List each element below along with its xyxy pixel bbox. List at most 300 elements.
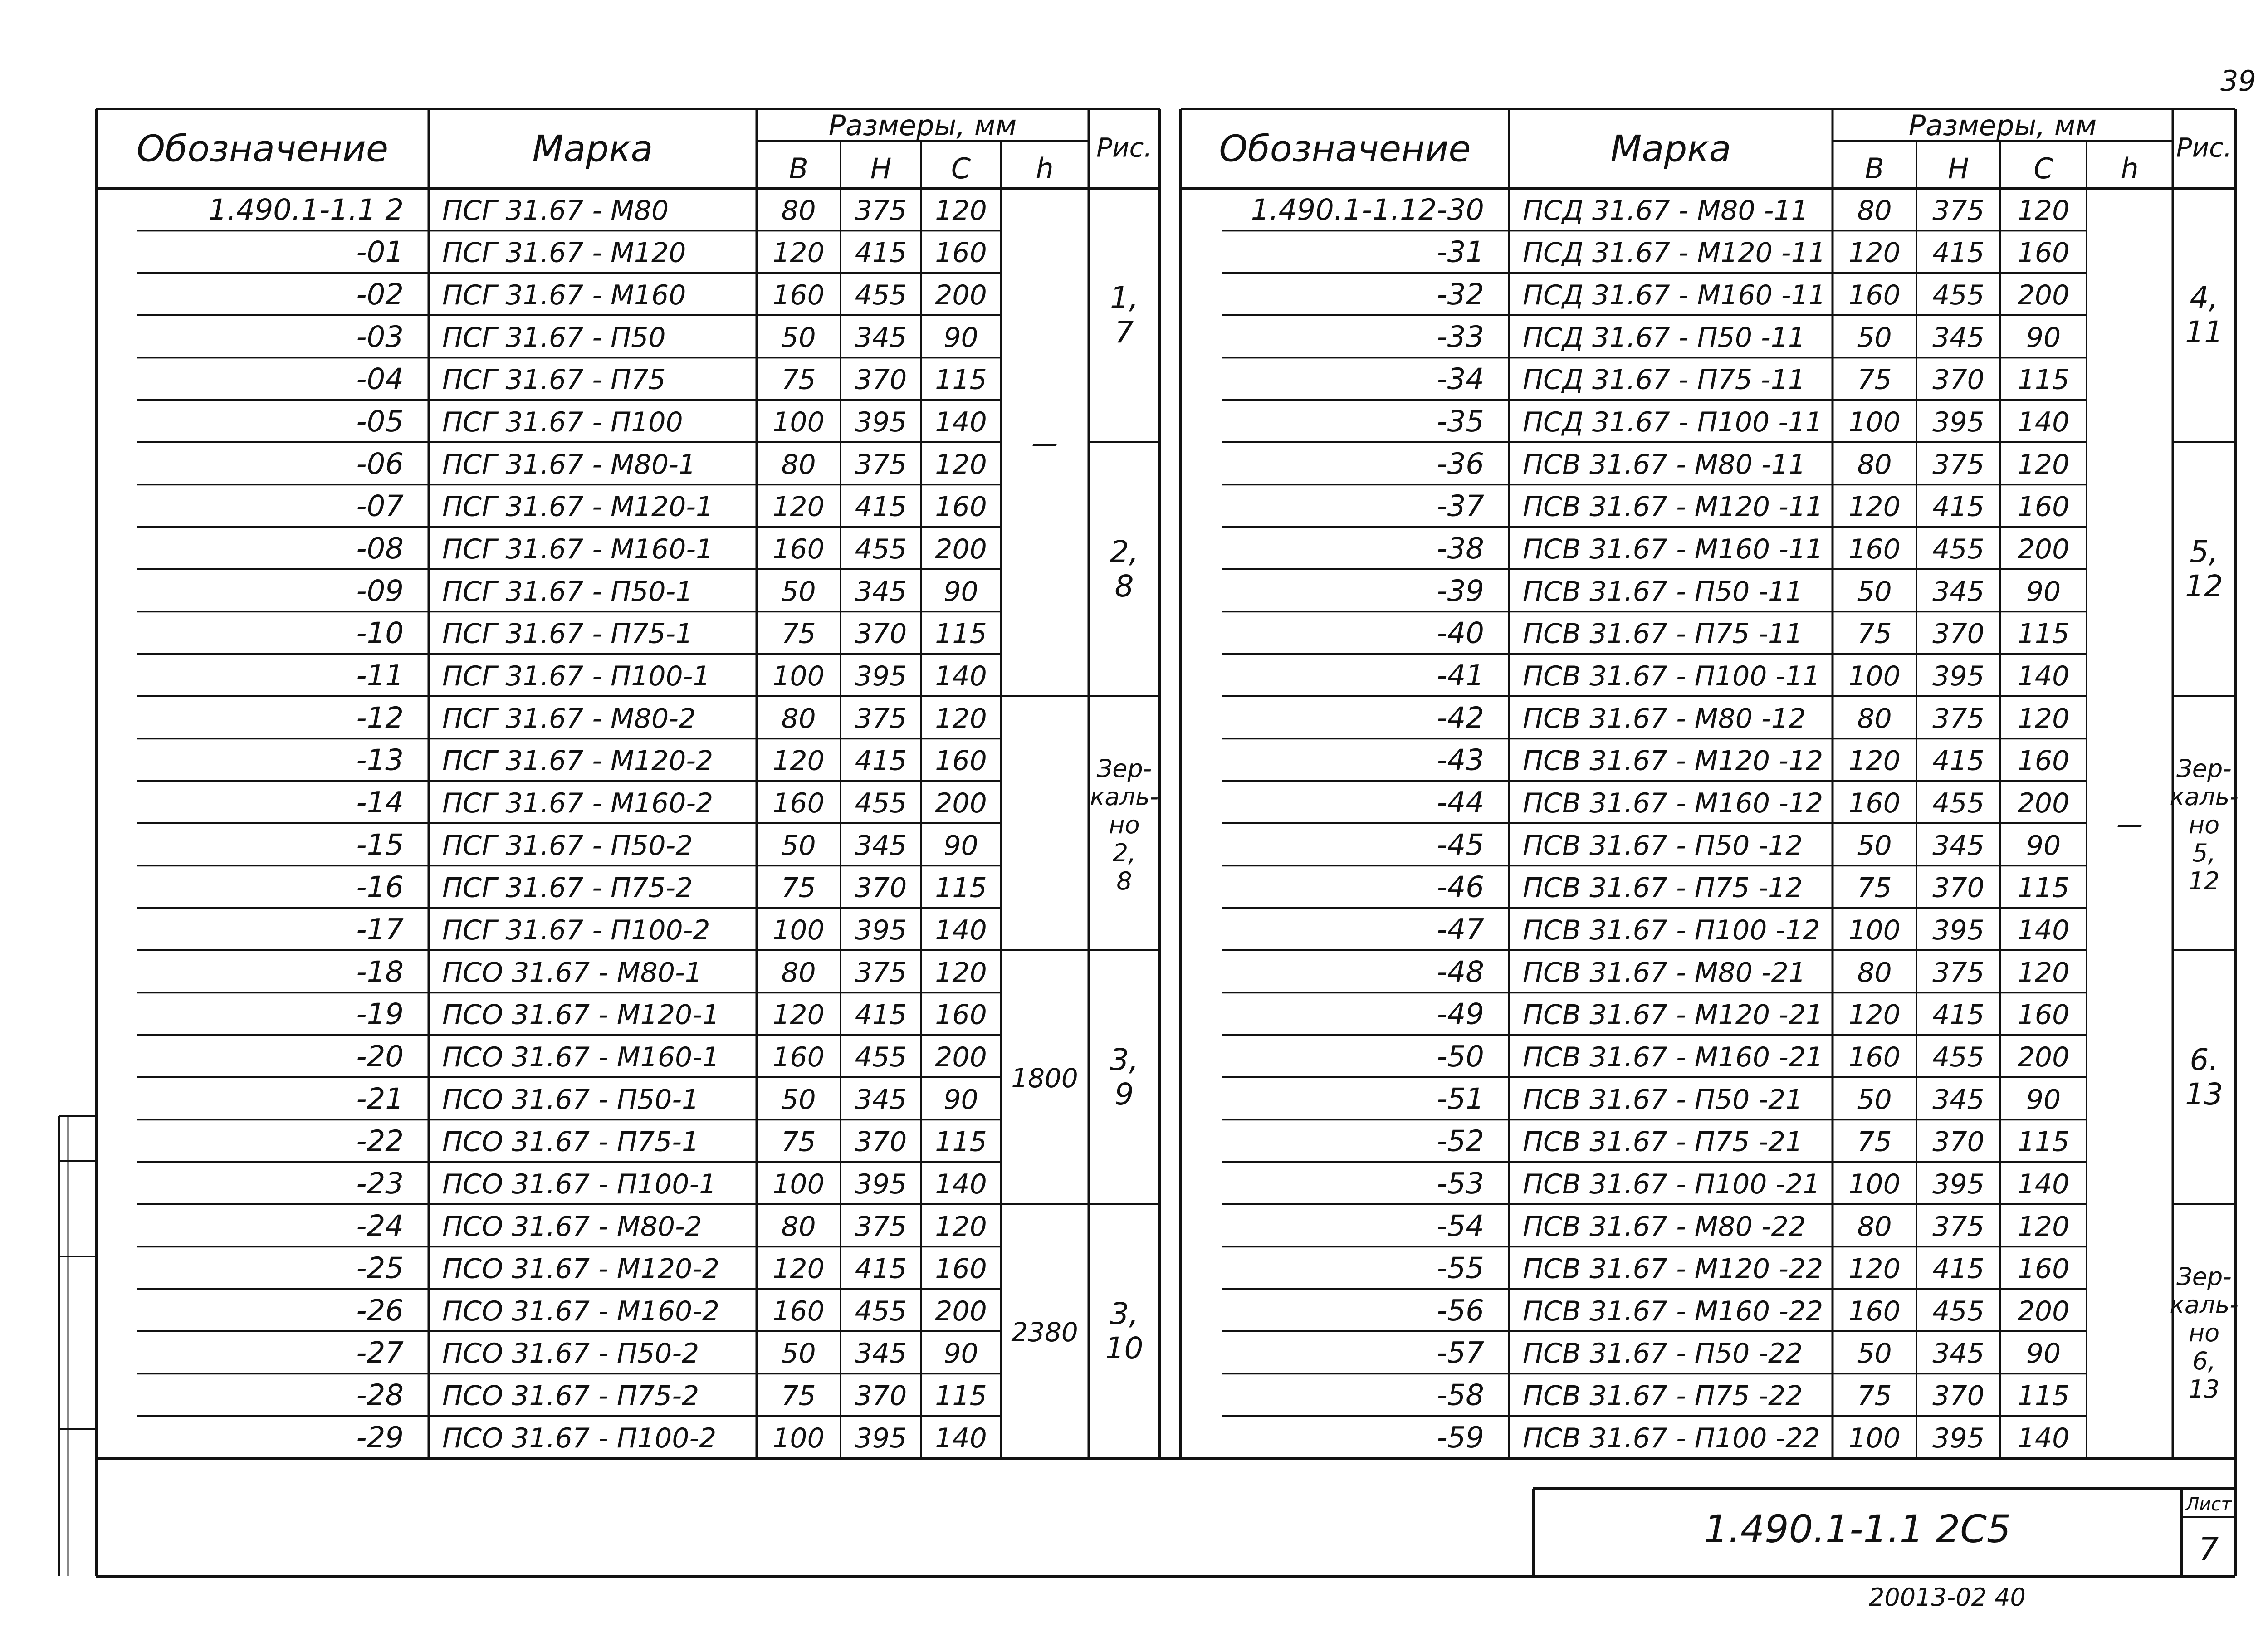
row-mark: ПСО 31.67 - П50-1 <box>442 1084 699 1116</box>
table-row <box>1222 1294 2087 1331</box>
row-dim-b: 50 <box>781 322 816 354</box>
header-dim-c: С <box>2033 152 2053 185</box>
row-dim-c: 200 <box>2017 787 2070 819</box>
row-dim-h: 345 <box>1932 830 1984 862</box>
figure-ref: но <box>1109 810 1140 839</box>
row-dim-c: 90 <box>2026 576 2061 608</box>
row-mark: ПСГ 31.67 - М160 <box>442 279 686 311</box>
table-row <box>137 955 1001 992</box>
header-designation: Обозначение <box>1219 127 1471 170</box>
row-dim-h: 395 <box>855 660 907 692</box>
row-designation: -38 <box>1437 532 1484 566</box>
row-dim-h: 395 <box>855 1422 907 1454</box>
row-dim-h: 395 <box>1932 1168 1984 1200</box>
figure-ref: 13 <box>2185 1076 2223 1112</box>
row-designation: -03 <box>356 320 404 354</box>
table-row <box>1222 1167 2087 1204</box>
row-designation: -35 <box>1437 405 1484 439</box>
row-dim-h: 375 <box>1932 957 1984 989</box>
row-dim-b: 75 <box>1857 364 1892 396</box>
row-dim-h: 395 <box>855 406 907 438</box>
row-dim-b: 75 <box>781 364 816 396</box>
row-mark: ПСВ 31.67 - М80 -11 <box>1523 449 1806 481</box>
row-designation: -56 <box>1437 1294 1484 1328</box>
row-designation: -29 <box>356 1421 404 1455</box>
row-dim-b: 120 <box>772 999 825 1031</box>
h-group-value: — <box>2116 808 2143 840</box>
row-dim-h: 455 <box>855 533 907 565</box>
row-dim-h: 375 <box>1932 195 1984 227</box>
doc-code: 1.490.1-1.1 2С5 <box>1704 1507 2011 1551</box>
header-dim-h2: h <box>2121 152 2139 185</box>
table-row <box>137 701 1001 738</box>
row-designation: -55 <box>1437 1251 1484 1285</box>
table-row <box>137 490 1001 527</box>
row-dim-c: 120 <box>935 1211 987 1243</box>
row-mark: ПСВ 31.67 - М80 -22 <box>1523 1211 1806 1243</box>
row-mark: ПСВ 31.67 - М120 -12 <box>1523 745 1823 777</box>
row-designation: -50 <box>1437 1040 1484 1074</box>
table-row <box>1222 913 2087 950</box>
row-dim-h: 370 <box>855 872 907 904</box>
row-designation: -11 <box>356 659 404 693</box>
row-designation: -05 <box>356 405 404 439</box>
row-dim-h: 395 <box>1932 406 1984 438</box>
figure-ref: Зер- <box>2176 754 2232 783</box>
row-dim-h: 370 <box>1932 1380 1984 1412</box>
row-designation: -39 <box>1437 574 1484 608</box>
row-dim-c: 200 <box>2017 533 2070 565</box>
row-dim-b: 100 <box>772 1168 825 1200</box>
sheet-number: 7 <box>2198 1531 2219 1568</box>
row-dim-b: 80 <box>781 449 816 481</box>
row-mark: ПСГ 31.67 - М120-1 <box>442 491 714 523</box>
row-dim-b: 120 <box>1848 745 1901 777</box>
table-row <box>1222 320 2087 357</box>
header-dimensions: Размеры, мм <box>1908 109 2097 142</box>
table-row <box>1222 278 2087 315</box>
figure-ref: каль- <box>2170 1290 2239 1319</box>
table-row <box>137 363 1001 400</box>
row-mark: ПСД 31.67 - М120 -11 <box>1523 237 1826 269</box>
row-designation: -06 <box>356 447 404 481</box>
row-designation: -57 <box>1437 1336 1484 1370</box>
row-mark: ПСО 31.67 - М80-1 <box>442 957 702 989</box>
row-designation: -51 <box>1437 1082 1484 1116</box>
row-mark: ПСД 31.67 - М80 -11 <box>1523 195 1809 227</box>
h-group-value: 1800 <box>1011 1062 1078 1094</box>
row-mark: ПСГ 31.67 - М120 <box>442 237 686 269</box>
row-dim-b: 75 <box>1857 872 1892 904</box>
table-row <box>1222 617 2087 654</box>
row-mark: ПСВ 31.67 - М160 -11 <box>1523 533 1823 565</box>
row-dim-c: 115 <box>2017 618 2070 650</box>
row-dim-h: 455 <box>1932 787 1984 819</box>
row-dim-b: 100 <box>1848 1168 1901 1200</box>
row-dim-c: 115 <box>935 618 987 650</box>
header-dim-b: В <box>789 152 808 185</box>
table-row <box>137 1167 1001 1204</box>
row-mark: ПСВ 31.67 - П50 -21 <box>1523 1084 1803 1116</box>
row-mark: ПСО 31.67 - П75-1 <box>442 1126 699 1158</box>
row-dim-b: 75 <box>781 872 816 904</box>
row-mark: ПСГ 31.67 - П75 <box>442 364 666 396</box>
row-dim-c: 140 <box>935 660 987 692</box>
row-dim-c: 115 <box>2017 1380 2070 1412</box>
table-row <box>137 320 1001 357</box>
row-dim-c: 90 <box>943 830 978 862</box>
row-dim-h: 370 <box>855 1380 907 1412</box>
row-designation: -36 <box>1437 447 1484 481</box>
row-dim-c: 140 <box>2017 660 2070 692</box>
table-row <box>1222 1421 2087 1458</box>
table-row <box>137 447 1001 484</box>
table-row <box>137 1209 1001 1246</box>
row-dim-b: 160 <box>772 279 825 311</box>
row-dim-b: 80 <box>781 703 816 735</box>
table-row <box>1222 701 2087 738</box>
row-dim-h: 415 <box>855 999 907 1031</box>
row-dim-h: 370 <box>1932 364 1984 396</box>
title-block <box>1533 1489 2235 1578</box>
table-row <box>137 1082 1001 1119</box>
table-row <box>137 617 1001 654</box>
row-mark: ПСВ 31.67 - М160 -12 <box>1523 787 1823 819</box>
row-mark: ПСВ 31.67 - М120 -21 <box>1523 999 1823 1031</box>
table-row <box>137 913 1001 950</box>
row-dim-c: 115 <box>2017 1126 2070 1158</box>
table-row <box>137 1040 1001 1077</box>
row-dim-c: 120 <box>935 703 987 735</box>
table-row <box>1222 786 2087 823</box>
row-dim-b: 160 <box>1848 1041 1901 1073</box>
row-designation: -33 <box>1437 320 1484 354</box>
table-row <box>1222 1209 2087 1246</box>
row-designation: -47 <box>1437 913 1484 947</box>
figure-ref: Зер- <box>2176 1262 2232 1291</box>
header-mark: Марка <box>532 127 653 170</box>
table-row <box>137 1294 1001 1331</box>
row-dim-h: 375 <box>855 703 907 735</box>
row-dim-c: 160 <box>2017 999 2070 1031</box>
row-designation: -26 <box>356 1294 404 1328</box>
row-mark: ПСО 31.67 - П50-2 <box>442 1338 699 1370</box>
row-dim-h: 375 <box>1932 1211 1984 1243</box>
row-designation: -25 <box>356 1251 404 1285</box>
row-dim-h: 345 <box>1932 576 1984 608</box>
row-mark: ПСО 31.67 - М80-2 <box>442 1211 702 1243</box>
row-designation: -22 <box>356 1124 404 1158</box>
row-mark: ПСВ 31.67 - М160 -21 <box>1523 1041 1823 1073</box>
row-dim-c: 90 <box>2026 830 2061 862</box>
row-designation: -10 <box>356 616 404 650</box>
table-row <box>1222 405 2087 442</box>
row-dim-h: 415 <box>855 745 907 777</box>
table-row <box>137 1336 1001 1373</box>
table-row <box>137 193 1001 230</box>
header-dim-h: Н <box>1948 152 1969 185</box>
row-dim-c: 160 <box>935 999 987 1031</box>
table-row <box>1222 744 2087 781</box>
row-dim-h: 375 <box>855 957 907 989</box>
table-row <box>1222 1252 2087 1289</box>
table-row <box>137 1252 1001 1289</box>
row-designation: 1.490.1-1.12-30 <box>1251 193 1484 227</box>
row-dim-c: 200 <box>935 533 987 565</box>
figure-ref: 9 <box>1114 1076 1134 1112</box>
row-designation: -43 <box>1437 743 1484 777</box>
row-dim-b: 100 <box>772 1422 825 1454</box>
row-dim-h: 345 <box>855 322 907 354</box>
row-dim-h: 345 <box>855 1338 907 1370</box>
table-row <box>137 532 1001 569</box>
header-dim-c: С <box>951 152 971 185</box>
row-dim-b: 120 <box>772 491 825 523</box>
row-dim-h: 415 <box>855 491 907 523</box>
h-group-value: — <box>1031 427 1058 459</box>
row-designation: -34 <box>1437 362 1484 396</box>
row-mark: ПСВ 31.67 - П100 -12 <box>1523 914 1820 946</box>
footer-code: 20013-02 40 <box>1869 1583 2026 1612</box>
row-dim-h: 370 <box>855 618 907 650</box>
figure-ref: но <box>2188 1318 2220 1347</box>
row-dim-b: 100 <box>772 660 825 692</box>
row-dim-c: 120 <box>2017 957 2070 989</box>
row-mark: ПСВ 31.67 - П100 -11 <box>1523 660 1820 692</box>
row-dim-c: 160 <box>2017 1253 2070 1285</box>
table-row <box>137 236 1001 273</box>
row-dim-c: 120 <box>2017 449 2070 481</box>
row-dim-c: 115 <box>935 872 987 904</box>
row-designation: -37 <box>1437 489 1484 523</box>
table-row <box>1222 490 2087 527</box>
row-dim-b: 100 <box>772 406 825 438</box>
row-dim-h: 345 <box>1932 1338 1984 1370</box>
row-designation: -02 <box>356 278 404 312</box>
header-dim-h2: h <box>1036 152 1054 185</box>
row-dim-h: 415 <box>1932 999 1984 1031</box>
row-designation: -16 <box>356 870 404 904</box>
row-mark: ПСВ 31.67 - П75 -22 <box>1523 1380 1803 1412</box>
row-dim-h: 415 <box>855 237 907 269</box>
row-mark: ПСВ 31.67 - М120 -22 <box>1523 1253 1823 1285</box>
row-mark: ПСГ 31.67 - П50 <box>442 322 666 354</box>
row-mark: ПСГ 31.67 - М80-2 <box>442 703 696 735</box>
header-mark: Марка <box>1610 127 1731 170</box>
row-dim-c: 140 <box>2017 1422 2070 1454</box>
row-dim-h: 395 <box>1932 1422 1984 1454</box>
table-row <box>137 828 1001 865</box>
row-mark: ПСГ 31.67 - М120-2 <box>442 745 714 777</box>
figure-ref: 10 <box>1105 1330 1144 1366</box>
left-table <box>96 109 1160 1458</box>
row-mark: ПСВ 31.67 - П50 -12 <box>1523 830 1803 862</box>
row-designation: -14 <box>356 786 404 820</box>
row-dim-h: 345 <box>1932 1084 1984 1116</box>
row-dim-b: 120 <box>1848 491 1901 523</box>
table-row <box>137 1125 1001 1162</box>
figure-ref: 6. <box>2190 1042 2219 1077</box>
row-dim-h: 455 <box>855 1295 907 1327</box>
row-dim-b: 160 <box>1848 279 1901 311</box>
row-dim-b: 75 <box>1857 1126 1892 1158</box>
row-dim-b: 80 <box>1857 195 1892 227</box>
header-dimensions: Размеры, мм <box>828 109 1017 142</box>
table-row <box>1222 998 2087 1035</box>
row-dim-b: 100 <box>772 914 825 946</box>
row-dim-c: 90 <box>2026 1084 2061 1116</box>
row-dim-b: 80 <box>1857 957 1892 989</box>
row-dim-h: 455 <box>855 279 907 311</box>
row-dim-b: 160 <box>772 1041 825 1073</box>
row-dim-h: 455 <box>1932 279 1984 311</box>
row-designation: -48 <box>1437 955 1484 989</box>
table-row <box>1222 236 2087 273</box>
row-dim-c: 120 <box>935 195 987 227</box>
row-dim-h: 370 <box>855 364 907 396</box>
row-mark: ПСГ 31.67 - П100-2 <box>442 914 710 946</box>
row-mark: ПСГ 31.67 - П50-1 <box>442 576 693 608</box>
row-designation: -19 <box>356 997 404 1031</box>
row-dim-b: 50 <box>1857 322 1892 354</box>
row-dim-h: 415 <box>1932 237 1984 269</box>
row-dim-h: 345 <box>855 576 907 608</box>
row-designation: -28 <box>356 1378 404 1412</box>
table-row <box>137 786 1001 823</box>
row-designation: -21 <box>356 1082 404 1116</box>
row-dim-h: 370 <box>855 1126 907 1158</box>
row-dim-b: 75 <box>1857 618 1892 650</box>
row-designation: -09 <box>356 574 404 608</box>
row-mark: ПСВ 31.67 - П75 -12 <box>1523 872 1803 904</box>
table-row <box>137 574 1001 611</box>
row-designation: -07 <box>356 489 404 523</box>
row-dim-h: 375 <box>1932 449 1984 481</box>
row-dim-c: 90 <box>943 576 978 608</box>
row-dim-b: 80 <box>781 1211 816 1243</box>
row-designation: 1.490.1-1.1 2 <box>208 193 404 227</box>
row-dim-b: 120 <box>1848 237 1901 269</box>
row-mark: ПСГ 31.67 - М160-1 <box>442 533 714 565</box>
table-row <box>1222 532 2087 569</box>
row-dim-h: 455 <box>855 1041 907 1073</box>
row-dim-c: 115 <box>935 1126 987 1158</box>
row-dim-b: 120 <box>1848 1253 1901 1285</box>
row-mark: ПСД 31.67 - П75 -11 <box>1523 364 1806 396</box>
table-row <box>1222 1336 2087 1373</box>
row-dim-c: 115 <box>2017 364 2070 396</box>
row-dim-h: 395 <box>1932 660 1984 692</box>
row-designation: -04 <box>356 362 404 396</box>
row-dim-c: 160 <box>935 237 987 269</box>
table-row <box>137 998 1001 1035</box>
row-designation: -59 <box>1437 1421 1484 1455</box>
row-dim-h: 395 <box>855 914 907 946</box>
table-row <box>1222 1125 2087 1162</box>
row-dim-b: 50 <box>781 830 816 862</box>
row-dim-c: 140 <box>2017 914 2070 946</box>
row-dim-b: 80 <box>781 195 816 227</box>
row-mark: ПСГ 31.67 - П75-2 <box>442 872 693 904</box>
h-group-value: 2380 <box>1011 1316 1078 1348</box>
row-dim-c: 140 <box>2017 406 2070 438</box>
row-dim-h: 455 <box>1932 1041 1984 1073</box>
row-dim-b: 160 <box>1848 787 1901 819</box>
row-dim-c: 120 <box>935 449 987 481</box>
row-dim-b: 50 <box>1857 1338 1892 1370</box>
row-dim-b: 120 <box>772 745 825 777</box>
figure-ref: 4, <box>2190 280 2219 315</box>
row-dim-c: 200 <box>2017 279 2070 311</box>
sheet-label: Лист <box>2185 1494 2232 1515</box>
row-mark: ПСВ 31.67 - М80 -12 <box>1523 703 1806 735</box>
figure-ref: 1, <box>1110 280 1139 315</box>
row-designation: -46 <box>1437 870 1484 904</box>
row-designation: -44 <box>1437 786 1484 820</box>
row-mark: ПСД 31.67 - П50 -11 <box>1523 322 1806 354</box>
row-dim-c: 120 <box>2017 1211 2070 1243</box>
row-dim-h: 415 <box>1932 745 1984 777</box>
row-dim-h: 415 <box>1932 1253 1984 1285</box>
row-dim-b: 75 <box>781 1380 816 1412</box>
row-designation: -24 <box>356 1209 404 1243</box>
row-dim-c: 140 <box>935 1422 987 1454</box>
row-dim-b: 50 <box>1857 830 1892 862</box>
table-row <box>137 405 1001 442</box>
row-designation: -41 <box>1437 659 1484 693</box>
figure-ref: 3, <box>1110 1296 1139 1331</box>
row-designation: -49 <box>1437 997 1484 1031</box>
row-designation: -52 <box>1437 1124 1484 1158</box>
table-row <box>137 1421 1001 1458</box>
row-dim-c: 200 <box>935 787 987 819</box>
row-dim-c: 160 <box>935 745 987 777</box>
row-designation: -23 <box>356 1167 404 1201</box>
row-dim-c: 160 <box>935 491 987 523</box>
header-figure: Рис. <box>1096 132 1152 163</box>
row-dim-h: 375 <box>1932 703 1984 735</box>
right-table <box>1181 109 2239 1458</box>
figure-ref: 6, <box>2192 1346 2216 1375</box>
figure-ref: 11 <box>2185 314 2223 350</box>
row-dim-b: 80 <box>1857 1211 1892 1243</box>
row-dim-h: 415 <box>855 1253 907 1285</box>
table-row <box>1222 828 2087 865</box>
row-dim-c: 200 <box>935 279 987 311</box>
row-dim-h: 395 <box>1932 914 1984 946</box>
row-dim-c: 200 <box>935 1295 987 1327</box>
row-mark: ПСО 31.67 - П100-1 <box>442 1168 717 1200</box>
row-designation: -27 <box>356 1336 404 1370</box>
row-dim-b: 80 <box>1857 703 1892 735</box>
table-row <box>1222 574 2087 611</box>
table-row <box>1222 363 2087 400</box>
row-dim-c: 140 <box>935 1168 987 1200</box>
header-dim-h: Н <box>870 152 892 185</box>
row-dim-b: 120 <box>1848 999 1901 1031</box>
row-dim-b: 80 <box>781 957 816 989</box>
row-mark: ПСВ 31.67 - П75 -21 <box>1523 1126 1803 1158</box>
row-dim-c: 115 <box>2017 872 2070 904</box>
row-designation: -12 <box>356 701 404 735</box>
row-dim-b: 100 <box>1848 406 1901 438</box>
row-dim-c: 140 <box>935 914 987 946</box>
row-mark: ПСГ 31.67 - П100 <box>442 406 683 438</box>
row-designation: -32 <box>1437 278 1484 312</box>
table-row <box>137 1379 1001 1416</box>
row-mark: ПСВ 31.67 - М80 -21 <box>1523 957 1806 989</box>
figure-ref: 8 <box>1114 568 1134 604</box>
